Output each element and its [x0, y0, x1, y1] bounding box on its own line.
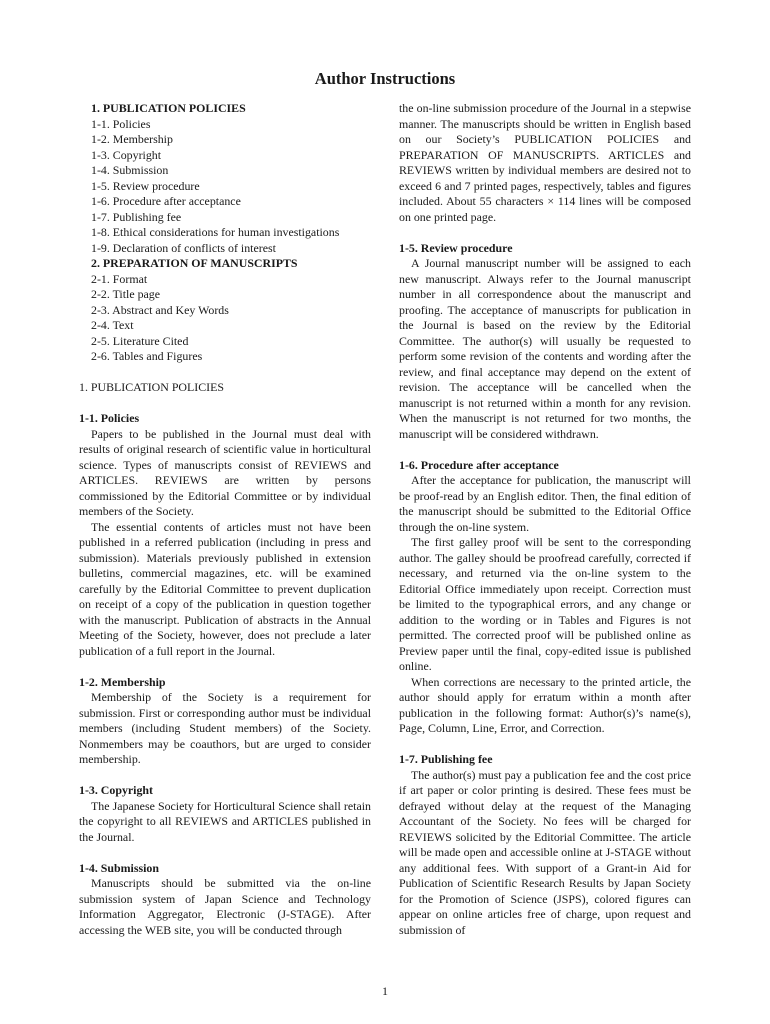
toc-item: 1-2. Membership: [91, 132, 173, 146]
paragraph: The essential contents of articles must not have been published in a referred publication (including in press and submission). Materials previously published in extension bulletins, commercial magazines, etc. will be examined carefully by the Editorial Committee to prevent duplication on receipt of a copy of the publication in question together with the manuscript. Publication of abstracts in the Annual Meeting of the Society, however, does not preclude a later publication of a full report in the Journal.: [79, 519, 371, 658]
toc-item: 2. PREPARATION OF MANUSCRIPTS: [91, 256, 298, 270]
toc-item: 1-5. Review procedure: [91, 178, 200, 193]
section-heading: 1. PUBLICATION POLICIES: [79, 380, 225, 394]
toc-item: 2-2. Title page: [91, 287, 161, 301]
paragraph: After the acceptance for publication, the manuscript will be proof-read by an English editor. Then, the final edition of the manuscript should be submitted to the Editorial Office through the on-line system.: [399, 473, 691, 534]
subsection-heading: 1-1. Policies: [79, 411, 140, 425]
paragraph: The Japanese Society for Horticultural Science shall retain the copyright to all REVIEWS and ARTICLES published in the Journal.: [79, 798, 371, 844]
toc-item: 1-8. Ethical considerations for human investigations: [91, 225, 340, 239]
paragraph: The author(s) must pay a publication fee and the cost price if art paper or color printing is desired. These fees must be defrayed without delay at the request of the Managing Accountant of the Society. No fees will be charged for REVIEWS solicited by the Editorial Committee. The article will be made open and accessible online at J-STAGE without any additional fees. With support of a Grant-in Aid for Publication of Scientific Research Results by Japan Society for the Promotion of Science (JSPS), colored figures can appear on online articles free of charge, upon request and submission of: [399, 767, 691, 937]
left-column: [79, 101, 371, 938]
toc-item: 2-6. Tables and Figures: [91, 349, 203, 363]
toc-item: 2-3. Abstract and Key Words: [91, 302, 229, 317]
toc-item: 2-1. Format: [91, 271, 148, 286]
toc-item: 2-5. Literature Cited: [91, 333, 189, 348]
paragraph: Membership of the Society is a requirement for submission. First or corresponding author must be individual members (including Student members) of the Society. Nonmembers may be coauthors, but are urged to consider membership.: [79, 690, 371, 766]
toc-item: 2-4. Text: [91, 318, 134, 332]
subsection-heading: 1-3. Copyright: [79, 783, 153, 797]
toc-item: 1-4. Submission: [91, 163, 169, 177]
subsection-heading: 1-7. Publishing fee: [399, 752, 493, 766]
paragraph: the on-line submission procedure of the Journal in a stepwise manner. The manuscripts should be written in English based on our Society’s PUBLICATION POLICIES and PREPARATION OF MANUSCRIPTS. ARTICLES and REVIEWS written by individual members are desired not to exceed 6 and 7 printed pages, respectively, tables and figures included. About 55 characters × 114 lines will be composed on one printed page.: [399, 101, 691, 224]
subsection-heading: 1-4. Submission: [79, 860, 159, 875]
paragraph: Papers to be published in the Journal must deal with results of original research of scientific value in horticultural science. Types of manuscripts consist of REVIEWS and ARTICLES. REVIEWS are written by persons commissioned by the Editorial Committee or by individual members of the Society.: [79, 426, 371, 518]
toc-item: 1-7. Publishing fee: [91, 209, 182, 224]
paragraph: A Journal manuscript number will be assigned to each new manuscript. Always refer to the Journal manuscript number in all correspondence about the manuscript and proofing. The acceptance of manuscripts for publication in the Journal is based on the review by the Editorial Committee. The author(s) will usually be requested to perform some revision of the contents and wording after the review, and final acceptance may depend on the extent of revision. The acceptance will be cancelled when the manuscript is not returned within a month for any revision. When the manuscript is not returned for two months, the manuscript will be considered withdrawn.: [399, 256, 691, 441]
subsection-heading: 1-6. Procedure after acceptance: [399, 457, 559, 472]
toc-item: 1-9. Declaration of conflicts of interest: [91, 240, 276, 255]
toc-item: 1-1. Policies: [91, 116, 151, 131]
subsection-heading: 1-5. Review procedure: [399, 240, 513, 255]
toc-item: 1-6. Procedure after acceptance: [91, 194, 241, 208]
paragraph: The first galley proof will be sent to the corresponding author. The galley should be proofread carefully, corrected if necessary, and returned via the on-line system to the Editorial Office immediately upon receipt. Correction must be limited to the typographical errors, and any change or addition to the wording or in Tables and Figures is not permitted. The corrected proof will be published online as Preview paper until the final, copy-edited issue is published online.: [399, 535, 691, 673]
subsection-heading: 1-2. Membership: [79, 674, 166, 689]
paragraph: Manuscripts should be submitted via the on-line submission system of Japan Science and Technology Information Aggregator, Electronic (J-STAGE). After accessing the WEB site, you will be conducted through: [79, 876, 371, 937]
table-of-contents: [91, 101, 371, 365]
right-column: [399, 101, 691, 938]
page-number: 1: [382, 984, 388, 998]
paragraph: When corrections are necessary to the printed article, the author should apply for erratum within a month after publication in the following format: Author(s)’s name(s), Page, Column, Line, Error, and Correction.: [399, 674, 691, 735]
toc-item: 1. PUBLICATION POLICIES: [91, 101, 246, 115]
page-title: Author Instructions: [314, 69, 456, 88]
toc-item: 1-3. Copyright: [91, 147, 162, 162]
